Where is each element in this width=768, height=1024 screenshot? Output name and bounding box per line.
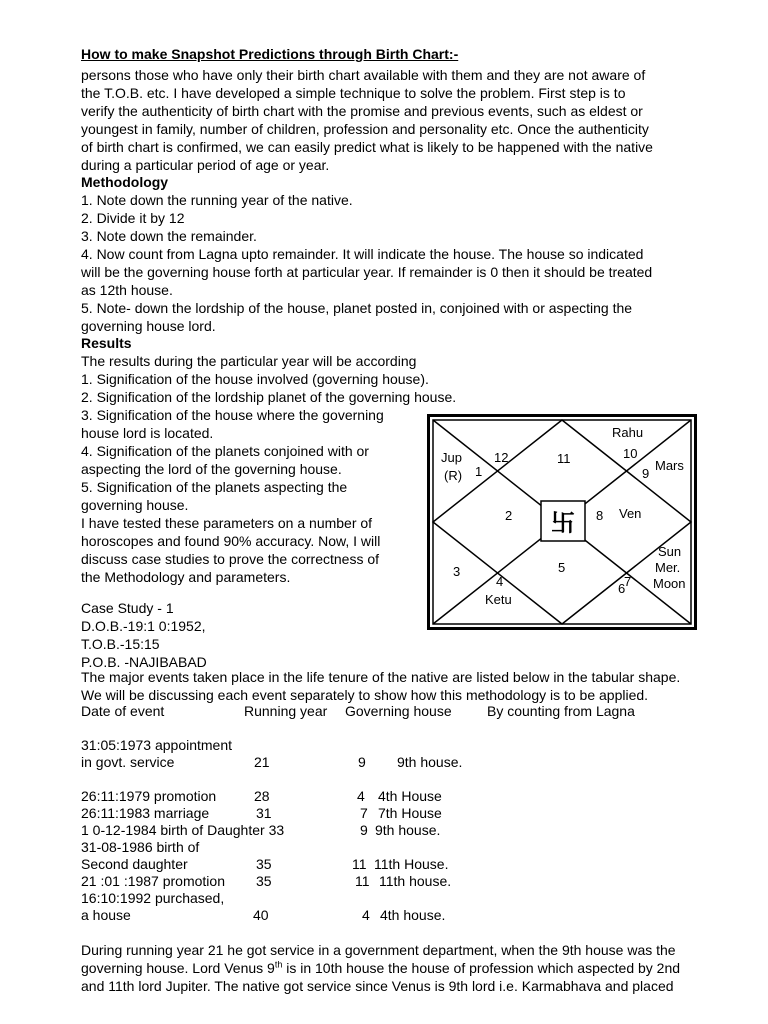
results-line: 3. Signification of the house where the governing [81,407,384,423]
table-header: By counting from Lagna [487,703,635,719]
results-line: The results during the particular year will be according [81,353,417,369]
closing-line: During running year 21 he got service in a government department, when the 9th house was the [81,942,676,958]
birth-chart [427,414,697,630]
results-line: 1. Signification of the house involved (governing house). [81,371,429,387]
table-cell-event: a house [81,907,131,923]
closing-text: is in 10th house the house of profession which aspected by 2nd [282,960,681,976]
table-cell-lagna: 11th house. [379,873,452,889]
house-number: 11 [557,451,571,466]
table-header: Running year [244,703,328,719]
table-cell-lagna: 4th House [378,788,442,804]
planet-jupiter-retro: (R) [444,468,463,483]
results-line: 5. Signification of the planets aspecting the [81,479,348,495]
planet-jupiter: Jup [441,450,462,465]
intro-line: verify the authenticity of birth chart with the promise and previous events, such as eldest or [81,103,643,119]
swastika-icon: 卐 [551,510,575,537]
case-study-desc: We will be discussing each event separately to show how this methodology is to be applied. [81,687,649,703]
case-study-tob: T.O.B.-15:15 [81,636,160,652]
methodology-step: 4. Now count from Lagna upto remainder. It will indicate the house. The house so indicated [81,246,644,262]
methodology-step: 5. Note- down the lordship of the house, planet posted in, conjoined with or aspecting the [81,300,633,316]
table-cell-year: 28 [254,788,270,804]
table-cell-year: 21 [254,754,270,770]
house-number: 12 [494,450,509,465]
planet-moon: Moon [653,576,686,591]
house-number: 10 [623,446,638,461]
table-cell-event: 26:11:1979 promotion [81,788,217,804]
closing-text: governing house. Lord Venus 9 [81,960,275,976]
results-line: house lord is located. [81,425,214,441]
table-cell-event: 16:10:1992 purchased, [81,890,225,906]
case-study-dob: D.O.B.-19:1 0:1952, [81,618,206,634]
table-cell-lagna: 4th house. [380,907,446,923]
methodology-step: 3. Note down the remainder. [81,228,257,244]
table-cell-lagna: 9th house. [397,754,463,770]
planet-venus: Ven [619,506,642,521]
house-number: 8 [596,508,604,523]
table-cell-event: 26:11:1983 marriage [81,805,210,821]
table-cell-house: 7 [360,805,368,821]
methodology-step: as 12th house. [81,282,173,298]
case-study-pob: P.O.B. -NAJIBABAD [81,654,207,670]
results-line: aspecting the lord of the governing house. [81,461,342,477]
planet-mars: Mars [655,458,684,473]
house-number: 4 [496,574,504,589]
table-cell-year: 31 [256,805,272,821]
methodology-step: will be the governing house forth at particular year. If remainder is 0 then it should be treated [81,264,653,280]
table-cell-event: 31:05:1973 appointment [81,737,233,753]
methodology-step: governing house lord. [81,318,216,334]
table-cell-year: 35 [256,856,272,872]
table-cell-event: 31-08-1986 birth of [81,839,200,855]
planet-mercury: Mer. [655,560,681,575]
table-cell-lagna: 9th house. [375,822,441,838]
intro-line: during a particular period of age or year. [81,157,330,173]
house-number: 7 [624,574,632,589]
planet-rahu: Rahu [612,425,644,440]
table-cell-event: 21 :01 :1987 promotion [81,873,225,889]
planet-ketu: Ketu [485,592,512,607]
results-line: I have tested these parameters on a number of [81,515,373,531]
intro-line: youngest in family, number of children, profession and personality etc. Once the authenticity [81,121,649,137]
results-line: 2. Signification of the lordship planet of the governing house. [81,389,457,405]
planet-sun: Sun [658,544,682,559]
table-cell-event: Second daughter [81,856,188,872]
table-cell-house: 4 [357,788,365,804]
table-header: Governing house [345,703,452,719]
house-number: 1 [475,464,483,479]
intro-line: persons those who have only their birth chart available with them and they are not aware of [81,67,646,83]
methodology-step: 1. Note down the running year of the native. [81,192,353,208]
intro-line: the T.O.B. etc. I have developed a simple technique to solve the problem. First step is to [81,85,626,101]
house-number: 2 [505,508,513,523]
house-number: 9 [642,466,650,481]
closing-line [81,959,680,977]
ordinal-suffix: th [274,959,283,970]
results-line: the Methodology and parameters. [81,569,291,585]
table-cell-event: in govt. service [81,754,175,770]
page-title: How to make Snapshot Predictions through Birth Chart:- [81,46,459,62]
methodology-heading: Methodology [81,174,169,190]
table-cell-house: 11 [355,873,370,889]
table-cell-house: 4 [362,907,370,923]
house-number: 6 [618,581,626,596]
case-study-title: Case Study - 1 [81,600,174,616]
table-cell-house: 9 [360,822,368,838]
table-cell-year: 40 [253,907,269,923]
house-number: 3 [453,564,461,579]
table-cell-house: 9 [358,754,366,770]
closing-line: and 11th lord Jupiter. The native got service since Venus is 9th lord i.e. Karmabhava and placed [81,978,674,994]
case-study-desc: The major events taken place in the life tenure of the native are listed below in the tabular shape. [81,669,681,685]
table-header: Date of event [81,703,165,719]
table-cell-lagna: 7th House [378,805,442,821]
results-heading: Results [81,335,132,351]
table-cell-house: 11 [352,856,367,872]
results-line: governing house. [81,497,189,513]
house-number: 5 [558,560,566,575]
intro-line: of birth chart is confirmed, we can easily predict what is likely to be happened with the native [81,139,653,155]
table-cell-lagna: 11th House. [374,856,449,872]
results-line: discuss case studies to prove the correctness of [81,551,380,567]
methodology-step: 2. Divide it by 12 [81,210,185,226]
table-cell-event: 1 0-12-1984 birth of Daughter 33 [81,822,285,838]
results-line: horoscopes and found 90% accuracy. Now, I will [81,533,381,549]
results-line: 4. Signification of the planets conjoined with or [81,443,369,459]
table-cell-year: 35 [256,873,272,889]
